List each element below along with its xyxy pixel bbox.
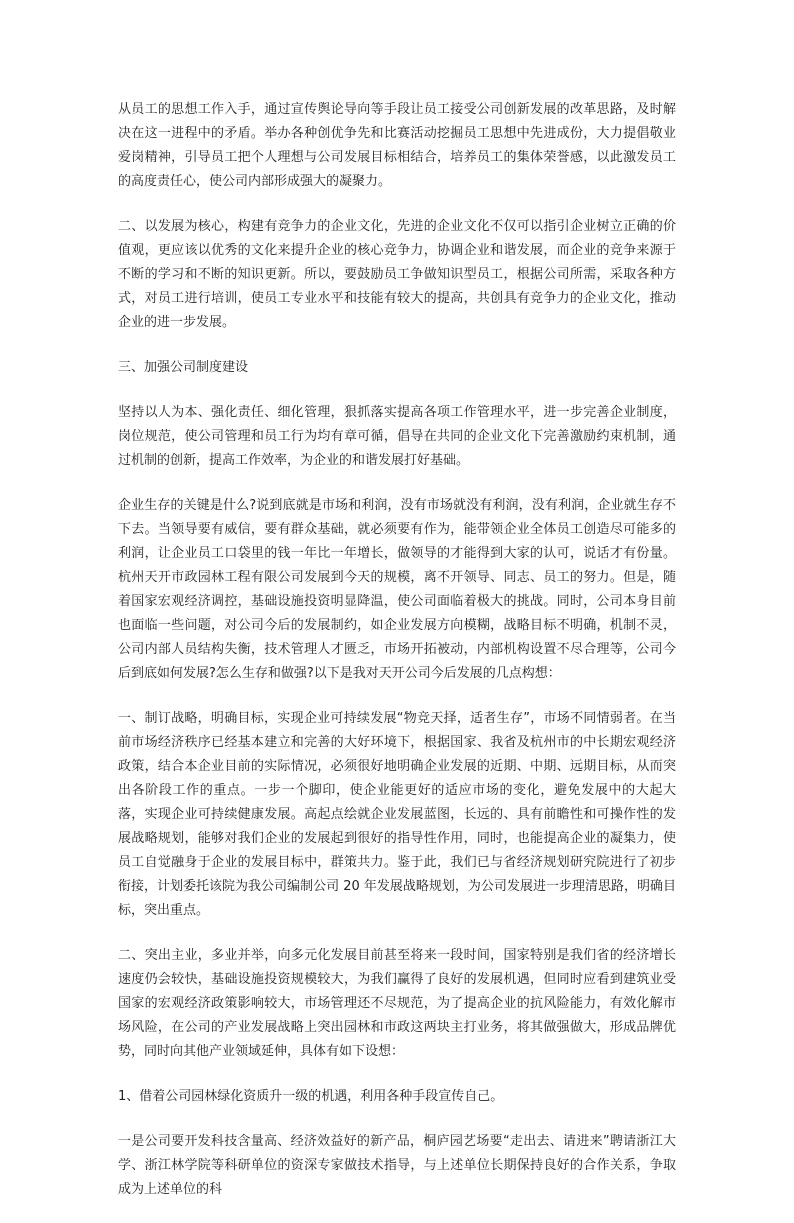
paragraph-main-business: 二、突出主业，多业并举，向多元化发展目前甚至将来一段时间，国家特别是我们省的经济增长速度仍会较快，基础设施投资规模较大，为我们赢得了良好的发展机遇，但同时应看到建筑业受国家的宏观经济政策影响较大，市场管理还不尽规范，为了提高企业的抗风险能力，有效化解市场风险，在公司的产业发展战略上突出园林和市政这两块主打业务，将其做强做大，形成品牌优势，同时向其他产业领域延伸，具体有如下设想： xyxy=(118,948,676,1059)
document-body xyxy=(118,98,676,1223)
section-heading-system-building: 三、加强公司制度建设 xyxy=(118,360,249,375)
paragraph-survival-key: 企业生存的关键是什么?说到底就是市场和利润，没有市场就没有利润，没有利润，企业就生存不下去。当领导要有威信，要有群众基础，就必须要有作为，能带领企业全体员工创造尽可能多的利润，让企业员工口袋里的钱一年比一年增长，做领导的才能得到大家的认可，说话才有份量。杭州天开市政园林工程有限公司发展到今天的规模，离不开领导、同志、员工的努力。但是，随着国家宏观经济调控，基础设施投资明显降温，使公司面临着极大的挑战。同时，公司本身目前也面临一些问题，对公司今后的发展制约，如企业发展方向模糊，战略目标不明确，机制不灵，公司内部人员结构失衡，技术管理人才匮乏，市场开拓被动，内部机构设置不尽合理等，公司今后到底如何发展?怎么生存和做强?以下是我对天开公司今后发展的几点构想： xyxy=(118,498,676,681)
paragraph-corporate-culture: 二、以发展为核心，构建有竞争力的企业文化，先进的企业文化不仅可以指引企业树立正确的价值观，更应该以优秀的文化来提升企业的核心竞争力，协调企业和谐发展，而企业的竞争来源于不断的学习和不断的知识更新。所以，要鼓励员工争做知识型员工，根据公司所需，采取各种方式，对员工进行培训，使员工专业水平和技能有较大的提高，共创具有竞争力的企业文化，推动企业的进一步发展。 xyxy=(118,219,676,330)
item-heading-landscaping-qualification: 1、借着公司园林绿化资质升一级的机遇，利用各种手段宣传自己。 xyxy=(118,1089,504,1104)
paragraph-new-products: 一是公司要开发科技含量高、经济效益好的新产品，桐庐园艺场要“走出去、请进来”聘请浙江大学、浙江林学院等科研单位的资深专家做技术指导，与上述单位长期保持良好的合作关系，争取成为上述单位的科 xyxy=(118,1134,676,1197)
paragraph-employee-thought-work: 从员工的思想工作入手，通过宣传舆论导向等手段让员工接受公司创新发展的改革思路，及时解决在这一进程中的矛盾。举办各种创优争先和比赛活动挖掘员工思想中先进成份，大力提倡敬业爱岗精神，引导员工把个人理想与公司发展目标相结合，培养员工的集体荣誉感，以此激发员工的高度责任心，使公司内部形成强大的凝聚力。 xyxy=(118,102,676,189)
paragraph-strategy-goals: 一、制订战略，明确目标，实现企业可持续发展“物竞天择，适者生存”，市场不同情弱者。在当前市场经济秩序已经基本建立和完善的大好环境下，根据国家、我省及杭州市的中长期宏观经济政策，结合本企业目前的实际情况，必须很好地明确企业发展的近期、中期、远期目标，从而突出各阶段工作的重点。一步一个脚印，使企业能更好的适应市场的变化，避免发展中的大起大落，实现企业可持续健康发展。高起点绘就企业发展蓝图，长远的、具有前瞻性和可操作性的发展战略规划，能够对我们企业的发展起到很好的指导性作用，同时，也能提高企业的凝集力，使员工自觉融身于企业的发展目标中，群策共力。鉴于此，我们已与省经济规划研究院进行了初步衔接，计划委托该院为我公司编制公司 20 年发展战略规划，为公司发展进一步理清思路，明确目标，突出重点。 xyxy=(118,711,676,918)
paragraph-system-building: 坚持以人为本、强化责任、细化管理，狠抓落实提高各项工作管理水平，进一步完善企业制度，岗位规范，使公司管理和员工行为均有章可循，倡导在共同的企业文化下完善激励约束机制，通过机制的创新，提高工作效率，为企业的和谐发展打好基础。 xyxy=(118,405,676,468)
